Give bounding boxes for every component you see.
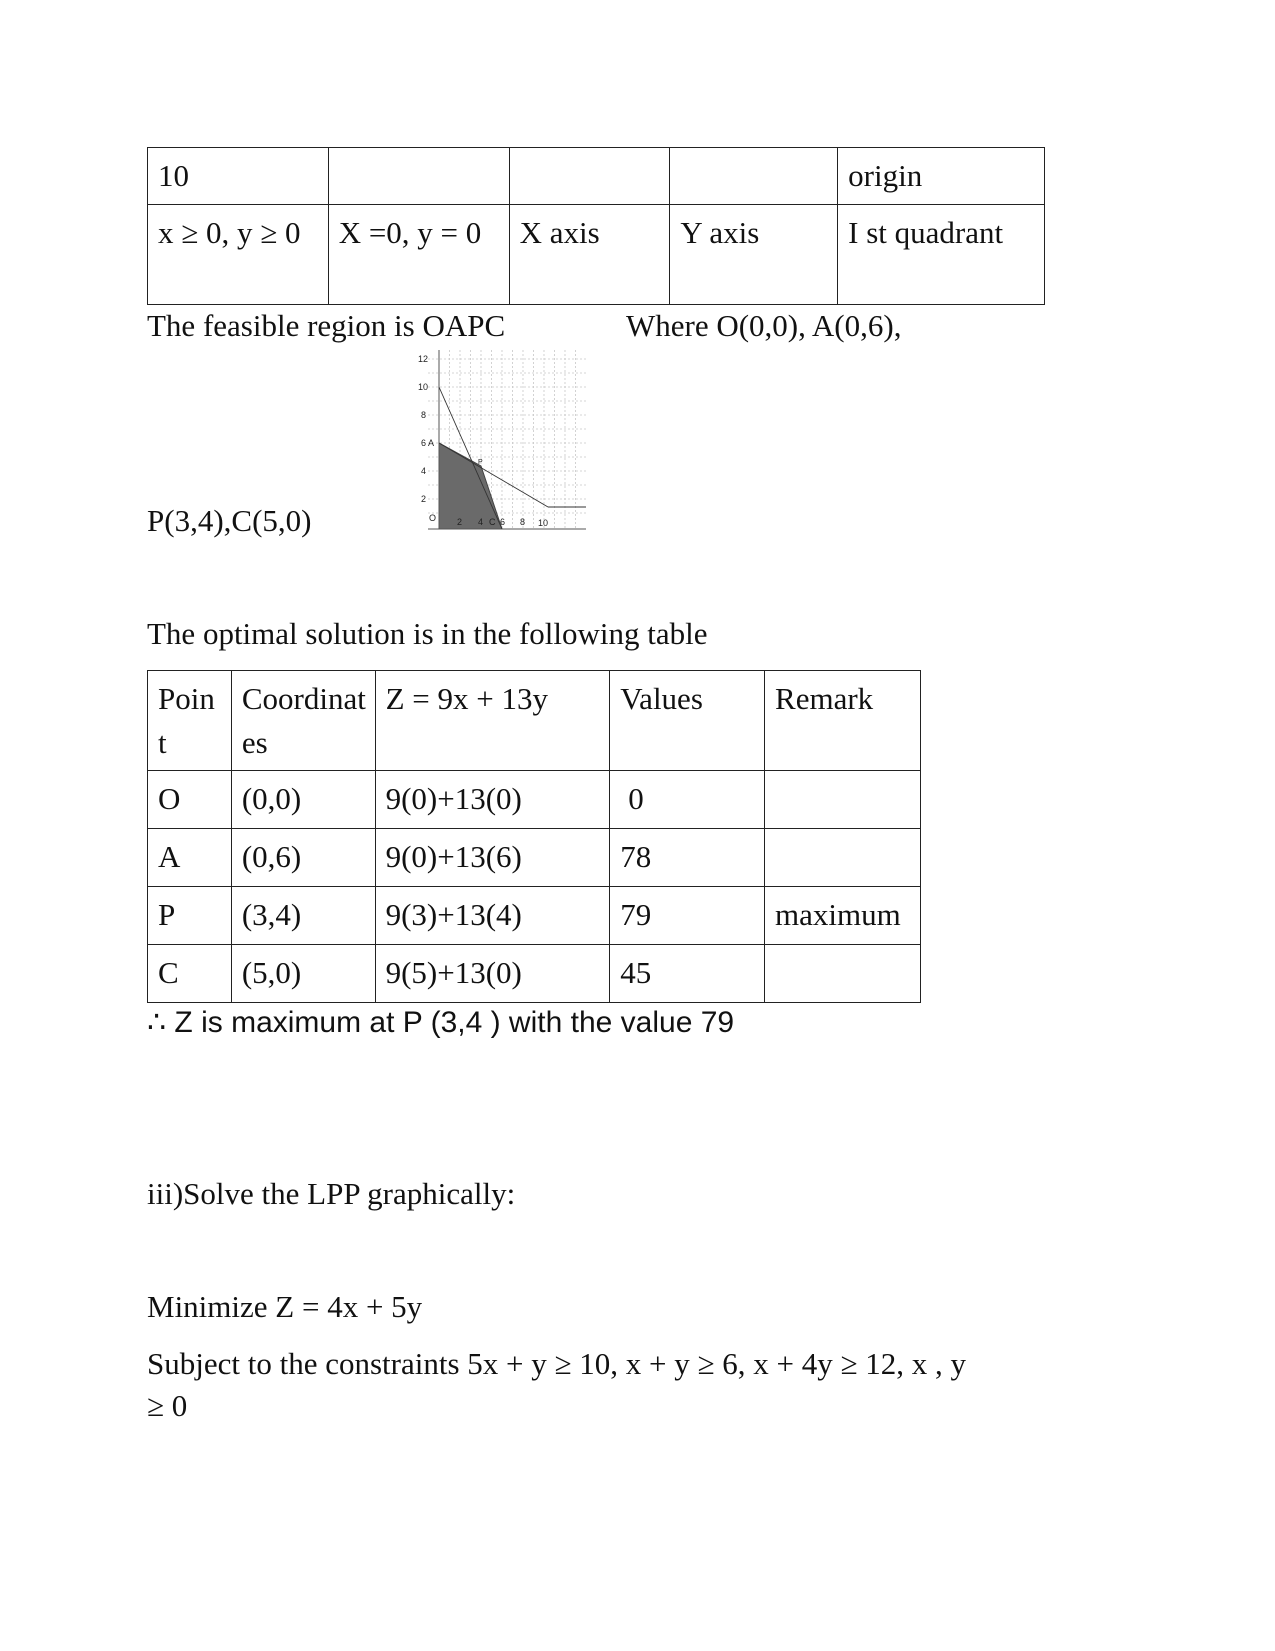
table-cell: x ≥ 0, y ≥ 0 [148,205,329,305]
table-cell: 9(3)+13(4) [375,887,610,945]
table-cell: 9(0)+13(6) [375,829,610,887]
table-row [148,771,921,829]
header-cell-z: Z = 9x + 13y [375,671,610,771]
point-label-c: C [489,517,496,527]
table-cell [328,148,509,205]
x-tick-label: 4 [478,517,484,527]
table-cell: (0,6) [231,829,375,887]
table-cell [670,148,838,205]
x-tick-label: 6 [500,517,506,527]
point-label-p: P [478,459,483,466]
table-cell [765,829,921,887]
question-title: iii)Solve the LPP graphically: [147,1176,516,1211]
feasible-region-graph [410,345,590,535]
table-row [148,887,921,945]
feasible-region-text: The feasible region is OAPC [147,308,506,343]
point-label-o: O [429,513,437,523]
y-tick-label: 4 [421,466,427,476]
table-cell: X axis [509,205,670,305]
table-cell [765,945,921,1003]
table-cell: C [148,945,232,1003]
header-cell-remark: Remark [765,671,921,771]
table-cell: P [148,887,232,945]
table-cell: X =0, y = 0 [328,205,509,305]
table-cell: (0,0) [231,771,375,829]
where-points-text: Where O(0,0), A(0,6), [626,308,902,343]
table-cell: O [148,771,232,829]
table-cell: maximum [765,887,921,945]
table-cell: A [148,829,232,887]
constraints-line-2: ≥ 0 [147,1388,188,1423]
table-header-row [148,671,921,771]
table-cell: 0 [610,771,765,829]
objective-function: Minimize Z = 4x + 5y [147,1289,423,1324]
table-cell: origin [838,148,1045,205]
y-tick-label: 2 [421,494,427,504]
table-row [148,829,921,887]
table-cell: 9(0)+13(0) [375,771,610,829]
points-text: P(3,4),C(5,0) [147,503,312,538]
table-row [148,945,921,1003]
table-cell: (3,4) [231,887,375,945]
table-cell: (5,0) [231,945,375,1003]
table-cell: 9(5)+13(0) [375,945,610,1003]
x-tick-label: 2 [457,517,463,527]
table-cell: 78 [610,829,765,887]
y-tick-label: 8 [421,410,427,420]
point-label-a: A [428,438,435,448]
header-cell-values: Values [610,671,765,771]
table-cell: Y axis [670,205,838,305]
y-tick-label: 6 [421,438,427,448]
table-row [148,205,1045,305]
table-cell: 79 [610,887,765,945]
x-tick-label: 10 [538,518,549,528]
table-cell [765,771,921,829]
constraints-line-1: Subject to the constraints 5x + y ≥ 10, x + y ≥ 6, x + 4y ≥ 12, x , y [147,1346,967,1381]
y-tick-label: 12 [418,354,429,364]
y-tick-label: 10 [418,382,429,392]
table-cell [509,148,670,205]
optimal-intro-text: The optimal solution is in the following table [147,616,708,651]
table-cell: I st quadrant [838,205,1045,305]
table-row [148,148,1045,205]
table-cell: 10 [148,148,329,205]
header-cell-coordinates: Coordinates [231,671,375,771]
optimal-solution-table [147,670,921,1003]
conclusion-text: ∴ Z is maximum at P (3,4 ) with the value 79 [147,1006,735,1039]
table-cell: 45 [610,945,765,1003]
constraint-table [147,147,1045,305]
x-tick-label: 8 [520,517,526,527]
header-cell-point: Point [148,671,232,771]
